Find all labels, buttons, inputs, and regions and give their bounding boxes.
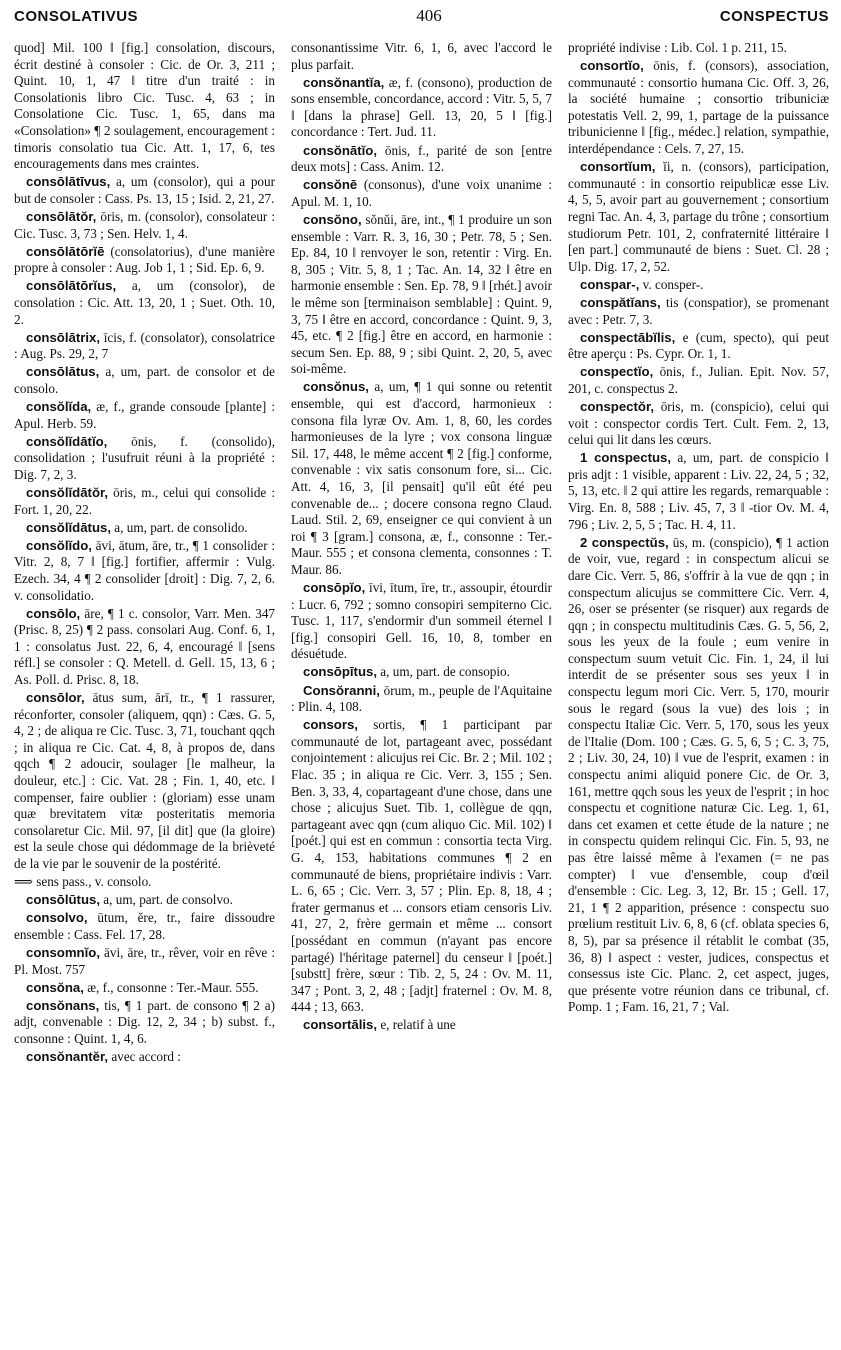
dictionary-entry [14, 330, 275, 363]
entry-lemma: consortālis, [303, 1017, 378, 1033]
page-number: 406 [416, 6, 442, 25]
entry-lemma: consōlor, [26, 690, 85, 706]
dictionary-entry [291, 40, 552, 73]
entry-text: īvi, ītum, īre, tr., assoupir, étourdir : Lucr. 6, 792 ; somno consopiri sempiterno Cic. Tusc. 1, 117, s'endormir d'un sommeil éternel ‖ [fig.] consopiri Gell. 16, 10, 8, tomber en désuétude. [291, 580, 552, 662]
dictionary-entry [14, 399, 275, 432]
dictionary-entry [568, 40, 829, 57]
entry-text: a, um, part. de consopio. [380, 664, 510, 680]
entry-text: a, um (consolor), qui a pour but de consoler : Cass. Ps. 13, 15 ; Isid. 2, 21, 27. [14, 174, 275, 206]
entry-text: ōris, m. (consolor), consolateur : Cic. Tusc. 3, 73 ; Sen. Helv. 1, 4. [14, 208, 275, 241]
dictionary-entry [291, 683, 552, 716]
entry-text: (consolatorius), d'une manière propre à consoler : Aug. Job 1, 1 ; Sid. Ep. 6, 9. [14, 243, 275, 276]
entry-text: ōris, m., celui qui consolide : Fort. 1, 20, 22. [14, 484, 275, 517]
entry-text: ⟹ sens pass., v. consolo. [14, 874, 152, 890]
page-header [14, 6, 829, 40]
dictionary-entry [291, 717, 552, 1016]
dictionary-entry [14, 244, 275, 277]
entry-lemma: conspectĭo, [580, 364, 654, 380]
dictionary-entry [568, 295, 829, 328]
dictionary-entry [14, 520, 275, 537]
entry-lemma: consomnĭo, [26, 944, 100, 960]
entry-lemma: consōlūtus, [26, 892, 100, 908]
entry-text: ūs, m. (conspicio), ¶ 1 action de voir, vue, regard : in conspectum alicui se dare Cic. Verr. 5, 86, s'offrir à la vue de qqn ; in conspectum alicujus se committere Cic. Verr. 4, 26, oser se présenter (se risquer) aux regards de qqn ; in conspectu multitudinis Cæs. G. 5, 56, 2, sous les yeux de la foule ; eum venire in conspectum suum vetuit Cic. Fin. 1, 24, il lui interdit de se présenter sous ses yeux ‖ in conspectu legum mori Cic. Verr. 5, 170, mourir sous le regard (sous la vue) des lois ; in conspectu Italiæ Cic. Verr. 5, 170, sous les yeux de l'Italie (Dom. 100 ; Cæs. G. 5, 6, 5 ; C. 3, 75, 2 ; Liv. 30, 24, 10) ‖ vue de l'esprit, examen : in conspectu animi aliquid ponere Cic. de Or. 3, 161, mettre qqch sous les yeux de l'esprit ; in hoc conspectu et cognitione naturæ Cic. Leg. 1, 61, dans cet examen et cette étude de la nature ; ne in conspectu quidem relinqui Cic. Fin. 5, 93, ne pas être laissé même à l'examen (= ne pas compter) ‖ vue d'ensemble, coup d'œil d'ensemble : Cic. Leg. 3, 12, Br. 15 ; Gell. 17, 21, 1 ¶ 2 apparition, présence : conspectu suo prœlium restituit Liv. 6, 8, 6 (cf. oblata species 6, 8, 5), par sa présence il rétablit le combat (35, 36, 8) ‖ aspect : vester, judices, conspectus et consessus iste Cic. Planc. 2, cet aspect, juges, que présente votre réunion dans ce tribunal, cf. Pomp. 1 ; Fam. 16, 21, 7 ; Val. [568, 534, 829, 1015]
entry-text: tis, ¶ 1 part. de consono ¶ 2 a) adjt, convenable : Dig. 12, 2, 34 ; b) subst. f., consonne : Quint. 1, 4, 6. [14, 997, 275, 1046]
entry-text: ōris, m. (conspicio), celui qui voit : conspector cordis Tert. Cult. Fem. 2, 13, celui qui lit dans les cœurs. [568, 398, 829, 448]
dictionary-entry [291, 1017, 552, 1034]
entry-lemma: consŏlĭdo, [26, 537, 92, 553]
column-2 [291, 40, 552, 1346]
dictionary-entry [14, 874, 275, 891]
entry-lemma: consŏna, [26, 979, 84, 995]
entry-text: consonantissime Vitr. 6, 1, 6, avec l'accord le plus parfait. [291, 40, 552, 72]
entry-text: ōnis, f. (consors), association, communauté : consortio humana Cic. Off. 3, 26, la société humaine ; consortio tribuniciæ potestatis Vell. 2, 99, 1, partage de la puissance tribunicienne ‖ [fig., médec.] relation, sympathie, interdépendance : Cels. 7, 27, 15. [568, 58, 829, 157]
dictionary-entry [14, 364, 275, 397]
header-left-headword: CONSOLATIVUS [14, 8, 139, 25]
dictionary-entry [14, 980, 275, 997]
column-1 [14, 40, 275, 1346]
entry-lemma: consōlo, [26, 605, 81, 621]
dictionary-entry [14, 606, 275, 689]
dictionary-entry [14, 1049, 275, 1066]
dictionary-entry [568, 277, 829, 294]
dictionary-entry [568, 399, 829, 449]
dictionary-entry [291, 664, 552, 681]
header-right-headword: CONSPECTUS [719, 8, 829, 25]
entry-lemma: consŏnans, [26, 997, 100, 1013]
entry-lemma: consōlātrix, [26, 329, 101, 345]
entry-text: ōnis, f., parité de son [entre deux mots] : Cass. Anim. 12. [291, 142, 552, 175]
entry-lemma: conspar-, [580, 276, 640, 292]
entry-lemma: consōlātīvus, [26, 174, 111, 190]
entry-lemma: consōpītus, [303, 664, 377, 680]
entry-lemma: Consŏranni, [303, 682, 380, 698]
entry-lemma: consortĭum, [580, 159, 656, 175]
entry-text: a, um, part. de consolor et de consolo. [14, 364, 275, 396]
dictionary-entry [291, 212, 552, 378]
entry-lemma: conspătĭans, [580, 294, 661, 310]
dictionary-entry [14, 209, 275, 242]
entry-lemma: consŏlĭdātus, [26, 519, 111, 535]
entry-lemma: 2 conspectŭs, [580, 534, 669, 550]
entry-text: āvi, ātum, āre, tr., ¶ 1 consolider : Vitr. 2, 8, 7 ‖ [fig.] fortifier, affermir : Vulg. Ezech. 34, 4 ¶ 2 consolider [droit] : Dig. 7, 2, 6. v. consolidatio. [14, 537, 275, 603]
entry-text: tis (conspatior), se promenant avec : Petr. 7, 3. [568, 294, 829, 327]
entry-text: e (cum, specto), qui peut être aperçu : Ps. Cypr. Or. 1, 1. [568, 329, 829, 362]
entry-lemma: 1 conspectus, [580, 450, 672, 466]
entry-lemma: consŏlĭdātĭo, [26, 433, 108, 449]
entry-text: (consonus), d'une voix unanime : Apul. M. 1, 10. [291, 177, 552, 209]
dictionary-entry [14, 434, 275, 484]
dictionary-entry [568, 364, 829, 397]
entry-text: avec accord : [111, 1049, 181, 1065]
entry-text: a, um (consolor), de consolation : Cic. Att. 13, 20, 1 ; Suet. Oth. 10, 2. [14, 278, 275, 327]
entry-lemma: consŏnantĭa, [303, 74, 385, 90]
entry-text: ĭi, n. (consors), participation, communauté : in consortio reipublicæ esse Liv. 4, 5, 5, avoir part au gouvernement ; consortium regni Tac. An. 4, 3, partage du trône ; consortium studiorum Petr. 101, 2, confraternité littéraire ‖ [en part.] communauté de biens : Suet. Cl. 28 ; Ulp. Dig. 17, 2, 52. [568, 159, 829, 274]
entry-lemma: consōlātŏr, [26, 208, 97, 224]
text-columns [14, 40, 829, 1346]
dictionary-entry [14, 690, 275, 873]
dictionary-entry [291, 143, 552, 176]
dictionary-entry [568, 535, 829, 1016]
entry-text: e, relatif à une [380, 1017, 456, 1033]
dictionary-entry [291, 75, 552, 141]
entry-lemma: consŏnātĭo, [303, 142, 377, 158]
entry-text: ōrum, m., peuple de l'Aquitaine : Plin. 4, 108. [291, 682, 552, 715]
dictionary-entry [568, 159, 829, 275]
entry-text: æ, f., grande consoude [plante] : Apul. Herb. 59. [14, 398, 275, 431]
entry-lemma: consŏlĭda, [26, 398, 92, 414]
dictionary-entry [14, 892, 275, 909]
entry-lemma: consors, [303, 717, 358, 733]
entry-text: a, um, part. de consolvo. [103, 892, 233, 908]
dictionary-entry [14, 998, 275, 1048]
entry-lemma: consōlātus, [26, 364, 100, 380]
entry-lemma: consōlātōrĭus, [26, 278, 117, 294]
column-3 [568, 40, 829, 1346]
dictionary-entry [14, 538, 275, 604]
entry-text: quod] Mil. 100 ‖ [fig.] consolation, discours, écrit destiné à consoler : Cic. de Or. 3, 211 ; Quint. 10, 1, 47 ‖ titre d'un traité : in Consolationis libro Cic. Tusc. 4, 63 ; in Consolatione Cic. Tusc. 1, 65, dans ma «Consolation» ¶ 2 soulagement, encouragement : timoris consolatio tua Cic. Att. 1, 17, 6, tes encouragements dans mes craintes. [14, 40, 275, 172]
dictionary-entry [14, 945, 275, 978]
entry-text: ātus sum, ārī, tr., ¶ 1 rassurer, réconforter, consoler (aliquem, qqn) : Cæs. G. 5, 4, 2 ; de aliqua re Cic. Tusc. 3, 71, touchant qqch ; in aliqua re Cic. Cat. 4, 8, à propos de, dans qqch ¶ 2 adoucir, soulager [le malheur, la douleur, etc.] : Cic. Vat. 28 ; Fin. 1, 40, etc. ‖ compenser, faire oublier : (gloriam) esse unam quæ brevitatem vitæ posteritatis memoria consolaretur Cic. Mil. 97, [il dit] que (la gloire) est la seule chose qui dédommage de la brièveté de la vie par le souvenir de la postérité. [14, 690, 275, 871]
dictionary-entry [14, 485, 275, 518]
entry-text: ōnis, f. (consolido), consolidation ; l'usufruit réuni à la propriété : Dig. 7, 2, 3. [14, 433, 275, 482]
entry-text: æ, f., consonne : Ter.-Maur. 555. [87, 979, 259, 995]
entry-lemma: consortĭo, [580, 58, 644, 74]
entry-text: ūtum, ĕre, tr., faire dissoudre ensemble : Cass. Fel. 17, 28. [14, 910, 275, 942]
dictionary-entry [14, 174, 275, 207]
dictionary-entry [568, 450, 829, 533]
dictionary-entry [568, 58, 829, 158]
entry-text: v. consper-. [642, 276, 704, 292]
entry-lemma: consolvo, [26, 910, 88, 926]
entry-lemma: consōlātōrĭē [26, 243, 105, 259]
entry-text: ōnis, f., Julian. Epit. Nov. 57, 201, c. conspectus 2. [568, 364, 829, 396]
dictionary-entry [568, 330, 829, 363]
entry-lemma: consŏlĭdātŏr, [26, 484, 109, 500]
entry-lemma: conspectŏr, [580, 398, 655, 414]
dictionary-entry [14, 910, 275, 943]
entry-lemma: consŏno, [303, 211, 362, 227]
entry-lemma: consŏnantĕr, [26, 1049, 109, 1065]
entry-lemma: consŏnē [303, 177, 358, 193]
entry-text: propriété indivise : Lib. Col. 1 p. 211, 15. [568, 40, 787, 55]
entry-lemma: consŏnus, [303, 379, 369, 395]
entry-text: sortis, ¶ 1 participant par communauté de lot, partageant avec, possédant conjointement : alicujus rei Cic. Br. 2 ; Mil. 102 ; Flac. 35 ; in aliqua re Cic. Verr. 3, 155 ; Sen. Ben. 3, 33, 4, copartageant d'une chose, dans une chose ; alicujus Suet. Tib. 1, collègue de qqn, partageant avec qqn (cum aliquo Cic. Mil. 102) ‖ [poét.] qui est en commun : consortia tecta Virg. G. 4, 153, habitations communes ¶ 2 en communauté de biens, propriétaire indivis : Varr. L. 6, 65 ; Cic. Verr. 3, 57 ; Plin. Ep. 8, 18, 4 ; frater germanus et ... consors etiam censoris Liv. 41, 27, 2, frère germain et même ... consort [possédant en commun (n'ayant pas encore partagé) l'héritage paternel] du censeur ‖ [poét.] [substt] frère, sœur : Tib. 2, 5, 24 : Ov. M. 11, 347 ; Pont. 3, 2, 48 ; [adjt] fraternel : Ov. M. 8, 444 ; 13, 663. [291, 717, 552, 1015]
dictionary-entry [291, 379, 552, 578]
dictionary-entry [14, 278, 275, 328]
entry-text: sŏnŭi, āre, int., ¶ 1 produire un son ensemble : Varr. R. 3, 16, 30 ; Petr. 78, 5 ; Sen. Ep. 84, 10 ‖ renvoyer le son, retentir : Virg. En. 8, 305 ; Vitr. 5, 8, 1 ; Tac. An. 14, 32 ‖ être en harmonie ensemble : Sen. Ep. 78, 9 ‖ [rhét.] avoir le même son [terminaison semblable] : Quint. 9, 3, 75 ‖ être en accord, concordance : Quint. 9, 3, 45, etc. ¶ 2 [fig.] être en accord, en harmonie : secum Sen. Ep. 88, 9 ; sibi Quint. 2, 20, 5, avec soi-même. [291, 211, 552, 377]
entry-text: īcis, f. (consolator), consolatrice : Aug. Ps. 29, 2, 7 [14, 329, 275, 362]
dictionary-entry [291, 580, 552, 663]
entry-text: a, um, ¶ 1 qui sonne ou retentit ensemble, qui est d'accord, harmonieux : consona fila lyræ Ov. Am. 1, 8, 60, les cordes harmonieuses de la lyre ; vox consona linguæ Sil. 17, 448, le même accent ¶ 2 [fig.] conforme, convenable : vix satis consonum fore, si... Cic. Att. 4, 16, 3, [il pensait] qu'il eût été peu convenable de... ; docere consona regno Claud. Laud. Stil. 2, 69, enseigner ce qui convient à un roi ¶ 3 [gram.] consona, æ, f., consonne : Ter.-Maur. 555 ; et consona clementa, consonnes : T. Maur. 86. [291, 379, 552, 577]
entry-lemma: conspectābĭlis, [580, 329, 676, 345]
entry-lemma: consōpĭo, [303, 580, 366, 595]
dictionary-entry [14, 40, 275, 173]
entry-text: āvi, āre, tr., rêver, voir en rêve : Pl. Most. 757 [14, 944, 275, 977]
entry-text: a, um, part. de conspicio ‖ pris adjt : 1 visible, apparent : Liv. 22, 24, 5 ; 32, 5, 13, etc. ‖ 2 qui attire les regards, remarquable : Virg. En. 8, 588 ; Liv. 45, 7, 3 ‖ -tior Ov. M. 4, 796 ; Liv. 2, 5, 5 ; Tac. H. 4, 11. [568, 450, 829, 532]
dictionary-entry [291, 177, 552, 210]
entry-text: āre, ¶ 1 c. consolor, Varr. Men. 347 (Prisc. 8, 25) ¶ 2 pass. consolari Aug. Conf. 6, 1, 1 : consolatus Just. 22, 6, 4, encouragé ‖ [sens réfl.] se consoler : Q. Metell. d. Gell. 15, 13, 6 ; As. Poll. d. Prisc. 8, 18. [14, 605, 275, 687]
entry-text: æ, f. (consono), production de sons ensemble, concordance, accord : Vitr. 5, 5, 7 ‖ [dans la phrase] Gell. 13, 20, 5 ‖ [fig.] concordance : Tert. Jud. 11. [291, 74, 552, 140]
entry-text: a, um, part. de consolido. [114, 519, 248, 535]
